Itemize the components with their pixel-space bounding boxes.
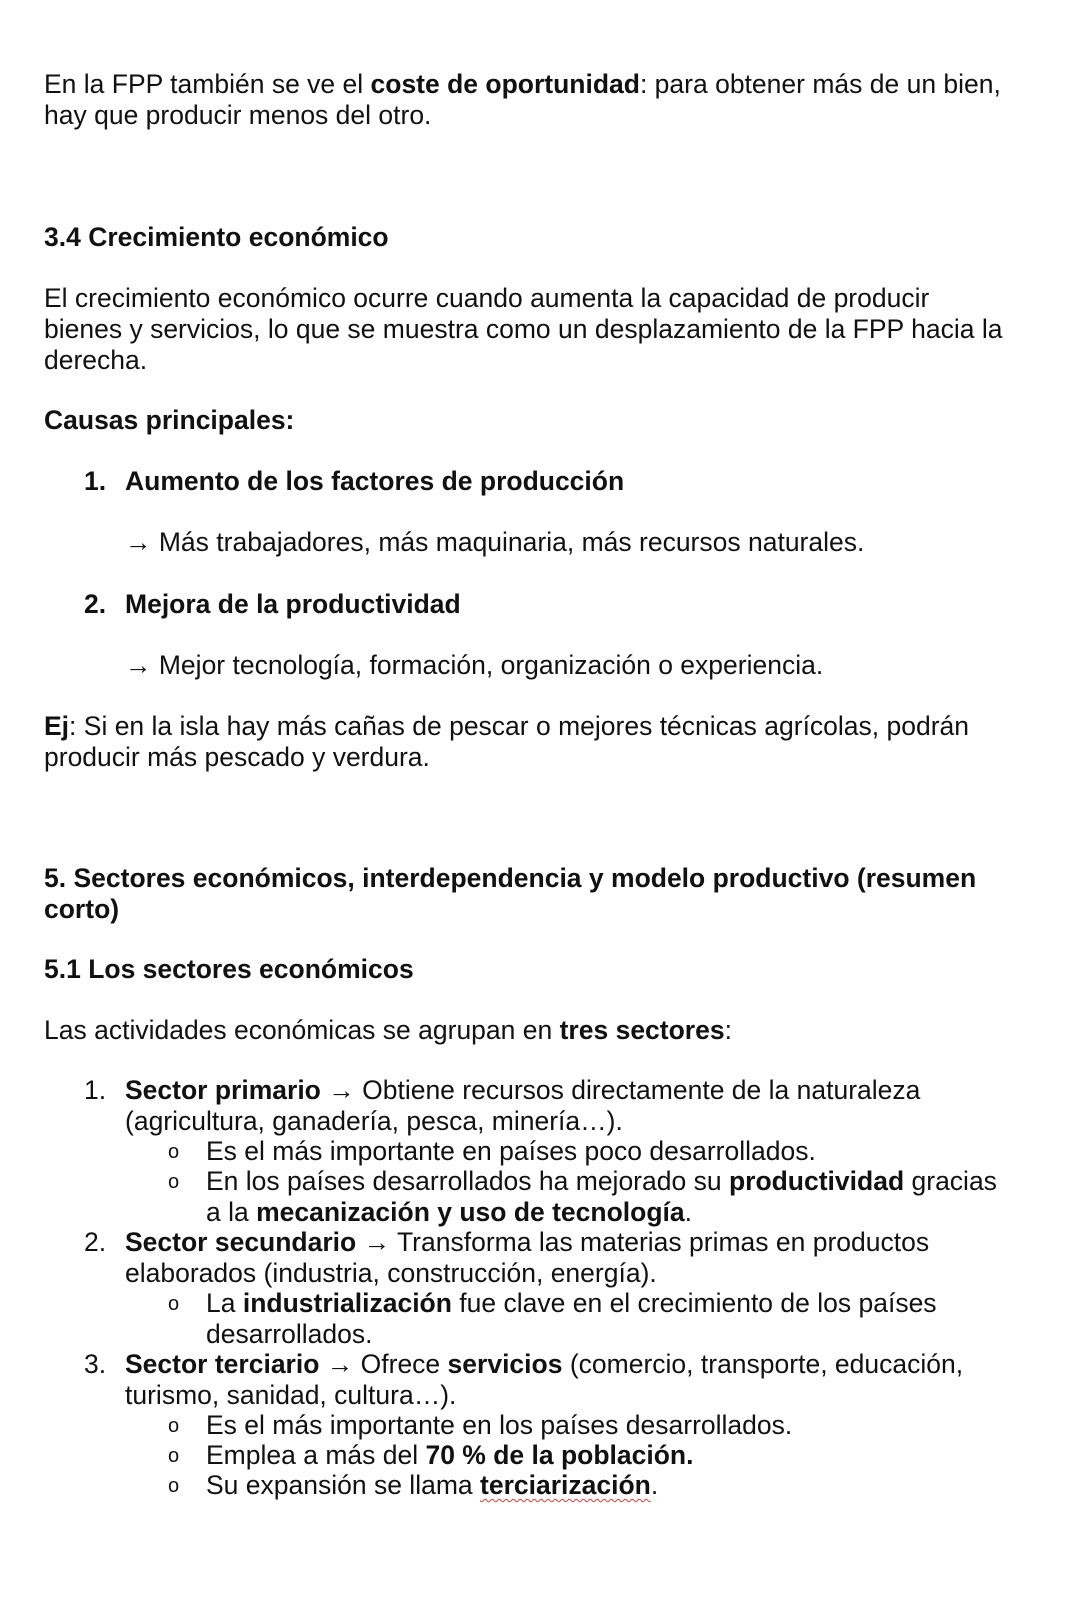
sector-3-number: 3. — [84, 1349, 107, 1379]
sector-1-name: Sector primario — [125, 1075, 321, 1105]
example-paragraph — [44, 711, 1010, 773]
intro-text-a: En la FPP también se ve el — [44, 69, 371, 99]
bullet-icon: o — [168, 1293, 180, 1315]
sectors-intro-colon: : — [724, 1015, 732, 1045]
sector-1-item — [125, 1075, 1010, 1137]
sector-3-desc-c: (comercio, transporte, educación, turismo, sanidad, cultura…). — [125, 1349, 964, 1410]
bullet-icon: o — [168, 1445, 180, 1467]
sector-2-name: Sector secundario — [125, 1227, 357, 1257]
cause-1-detail: → Más trabajadores, más maquinaria, más recursos naturales. — [125, 527, 865, 557]
example-text: : Si en la isla hay más cañas de pescar o mejores técnicas agrícolas, podrán producir más pescado y verdura. — [44, 711, 970, 772]
sector-3-bullet-2-b: 70 % de la población. — [425, 1440, 694, 1470]
section-5-1-heading: 5.1 Los sectores económicos — [44, 954, 414, 984]
sector-3-bullet-3-c: . — [650, 1470, 659, 1500]
intro-text-b: : para obtener más de un bien, hay que producir menos del otro. — [44, 69, 1001, 130]
bullet-icon: o — [168, 1171, 180, 1193]
sectors-intro-bold: tres sectores — [559, 1015, 725, 1045]
sector-3-item — [125, 1349, 1010, 1411]
section-3-4-paragraph: El crecimiento económico ocurre cuando aumenta la capacidad de producir bienes y servicios, lo que se muestra como un desplazamiento de la FPP hacia la derecha. — [44, 283, 1003, 375]
causes-heading: Causas principales: — [44, 405, 295, 435]
sector-1-number: 1. — [84, 1075, 107, 1105]
cause-1-number: 1. — [84, 466, 107, 496]
sectors-intro — [44, 1015, 1010, 1046]
sector-3-bullet-2 — [206, 1440, 1010, 1471]
section-5-heading: 5. Sectores económicos, interdependencia y modelo productivo (resumen corto) — [44, 863, 977, 924]
cause-2-number: 2. — [84, 589, 107, 619]
cause-2-detail: → Mejor tecnología, formación, organización o experiencia. — [125, 650, 824, 680]
cause-1-title: Aumento de los factores de producción — [125, 466, 625, 496]
spellcheck-underlined-word: terciarización — [480, 1470, 651, 1500]
sector-2-bullet-1-a: La — [206, 1288, 243, 1318]
section-3-4-heading: 3.4 Crecimiento económico — [44, 222, 389, 252]
bullet-icon: o — [168, 1475, 180, 1497]
example-label: Ej — [44, 711, 70, 741]
sector-1-bullet-2 — [206, 1166, 1010, 1228]
sector-2-bullet-1-b: industrialización — [242, 1288, 452, 1318]
sector-2-item — [125, 1227, 1010, 1289]
sector-1-desc: → Obtiene recursos directamente de la naturaleza (agricultura, ganadería, pesca, minería…). — [125, 1075, 921, 1136]
sector-3-desc-b: servicios — [447, 1349, 563, 1379]
sector-1-bullet-2-c: gracias a la — [206, 1166, 997, 1227]
sector-1-bullet-1: Es el más importante en países poco desarrollados. — [206, 1136, 816, 1166]
sector-2-number: 2. — [84, 1227, 107, 1257]
sector-3-bullet-2-a: Emplea a más del — [206, 1440, 426, 1470]
sector-3-bullet-3-a: Su expansión se llama — [206, 1470, 480, 1500]
sectors-intro-text: Las actividades económicas se agrupan en — [44, 1015, 560, 1045]
sector-3-bullet-3 — [206, 1470, 1010, 1501]
intro-paragraph — [44, 69, 1010, 131]
sector-1-bullet-2-e: . — [684, 1197, 692, 1227]
sector-1-bullet-2-d: mecanización y uso de tecnología — [256, 1197, 685, 1227]
sector-3-bullet-1: Es el más importante en los países desarrollados. — [206, 1410, 793, 1440]
sector-2-desc: → Transforma las materias primas en productos elaborados (industria, construcción, energía). — [125, 1227, 930, 1288]
sector-2-bullet-1 — [206, 1288, 1010, 1350]
sector-2-bullet-1-c: fue clave en el crecimiento de los países desarrollados. — [206, 1288, 937, 1349]
sector-1-bullet-2-a: En los países desarrollados ha mejorado su — [206, 1166, 729, 1196]
bullet-icon: o — [168, 1141, 180, 1163]
bullet-icon: o — [168, 1415, 180, 1437]
intro-bold-term: coste de oportunidad — [370, 69, 640, 99]
sector-1-bullet-2-b: productividad — [728, 1166, 905, 1196]
sector-3-desc-a: → Ofrece — [319, 1349, 448, 1379]
cause-2-title: Mejora de la productividad — [125, 589, 461, 619]
sector-3-name: Sector terciario — [125, 1349, 320, 1379]
